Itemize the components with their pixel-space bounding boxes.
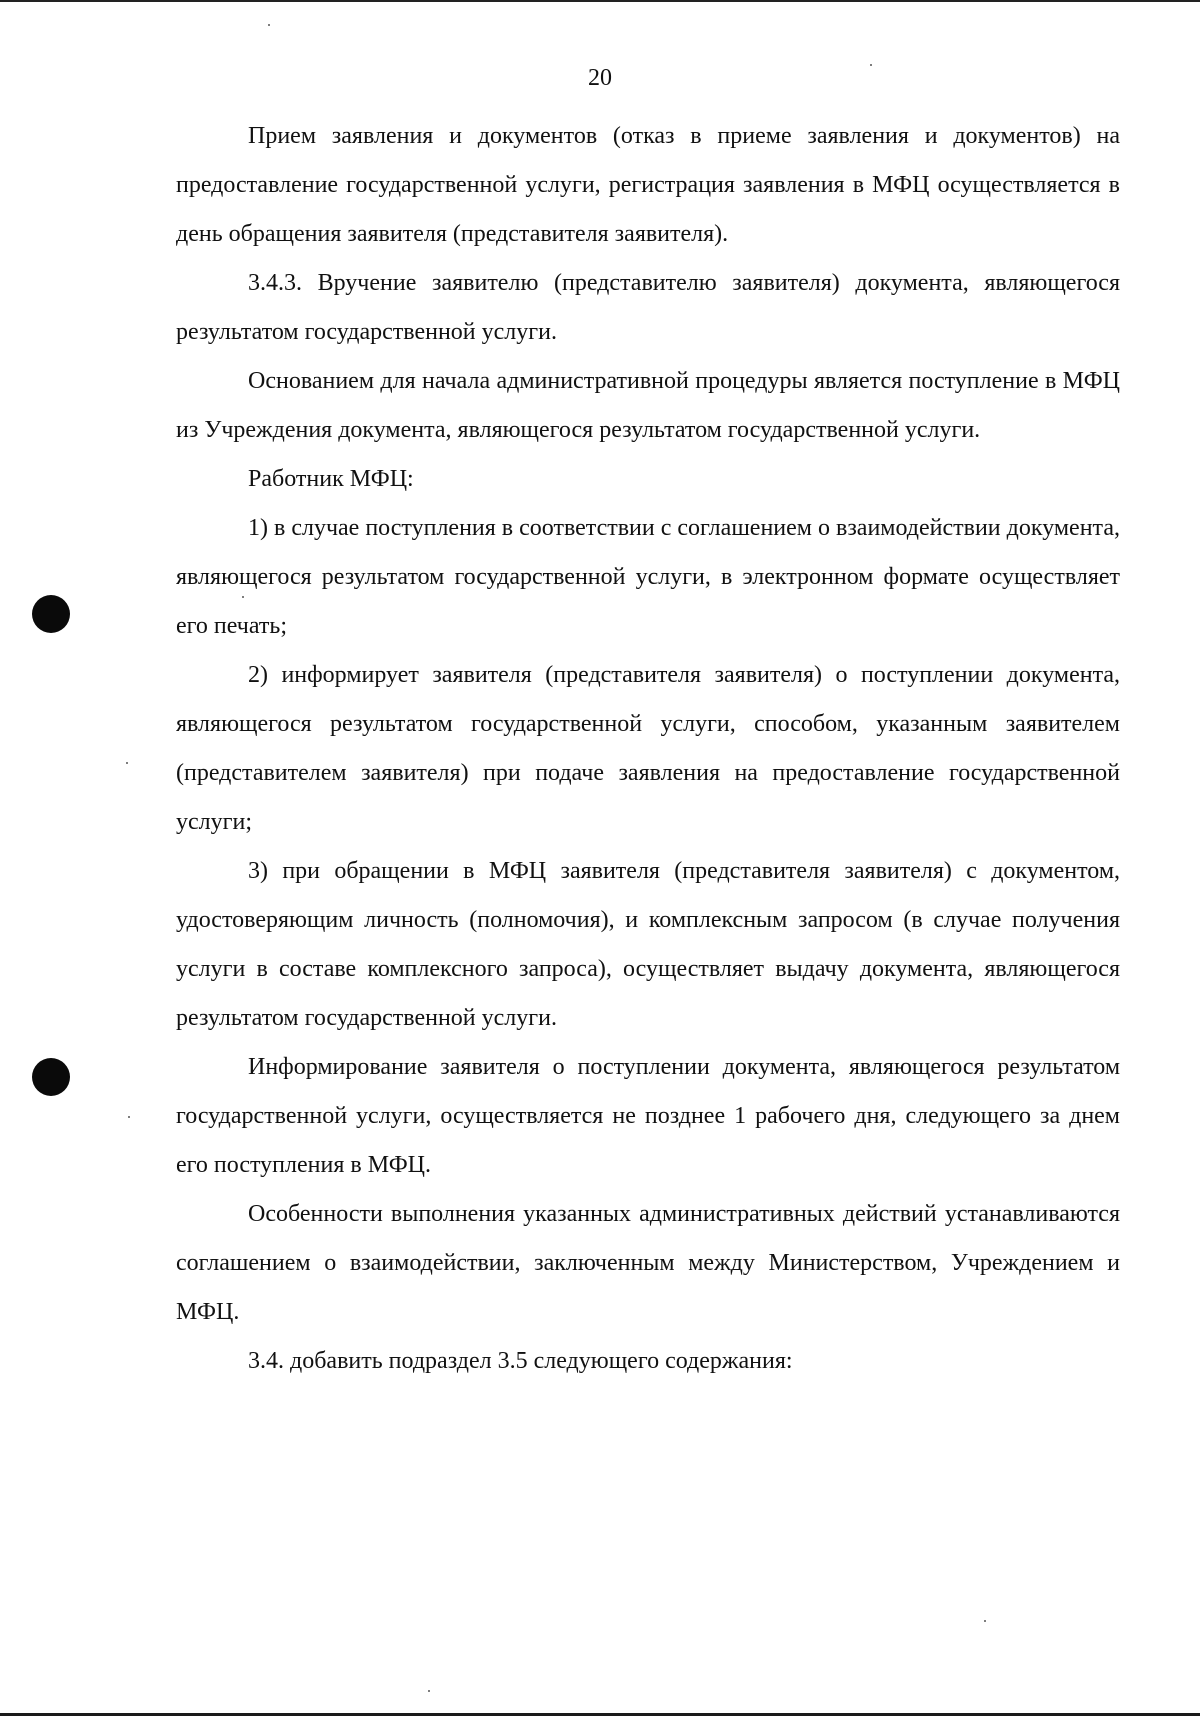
list-item-2-informing: 2) информирует заявителя (представителя заявителя) о поступлении документа, являющегося результатом государственной услуги, способом, указанным заявителем (представителем заявителя) при подаче заявления на предоставление государственной услуги; xyxy=(176,662,1120,835)
list-item-1-printing: 1) в случае поступления в соответствии с соглашением о взаимодействии документа, являющегося результатом государственной услуги, в электронном формате осуществляет его печать; xyxy=(176,515,1120,639)
scan-speck xyxy=(870,64,872,66)
scan-speck xyxy=(126,762,128,764)
scan-speck xyxy=(242,596,244,598)
scan-bottom-edge xyxy=(0,1713,1200,1716)
scan-top-edge xyxy=(0,0,1200,2)
page-number: 20 xyxy=(588,65,612,91)
paragraph-application-intake: Прием заявления и документов (отказ в приеме заявления и документов) на предоставление государственной услуги, регистрация заявления в МФЦ осуществляется в день обращения заявителя (представителя заявителя). xyxy=(176,123,1120,247)
paragraph-agreement-specifics: Особенности выполнения указанных административных действий устанавливаются соглашением о взаимодействии, заключенным между Министерством, Учреждением и МФЦ. xyxy=(176,1201,1120,1325)
paragraph-mfc-worker: Работник МФЦ: xyxy=(248,466,414,492)
paragraph-informing-deadline: Информирование заявителя о поступлении документа, являющегося результатом государственной услуги, осуществляется не позднее 1 рабочего дня, следующего за днем его поступления в МФЦ. xyxy=(176,1054,1120,1178)
scan-speck xyxy=(268,24,270,26)
scan-speck xyxy=(128,1116,130,1118)
paragraph-add-subsection: 3.4. добавить подраздел 3.5 следующего содержания: xyxy=(248,1348,793,1374)
list-item-3-issuance: 3) при обращении в МФЦ заявителя (представителя заявителя) с документом, удостоверяющим личность (полномочия), и комплексным запросом (в случае получения услуги в составе комплексного запроса), осуществляет выдачу документа, являющегося результатом государственной услуги. xyxy=(176,858,1120,1031)
paragraph-procedure-basis: Основанием для начала административной процедуры является поступление в МФЦ из Учреждения документа, являющегося результатом государственной услуги. xyxy=(176,368,1120,443)
scan-speck xyxy=(984,1620,986,1622)
document-body xyxy=(176,112,1120,1386)
punch-hole-mark xyxy=(32,1058,70,1096)
scan-speck xyxy=(428,1690,430,1692)
paragraph-3-4-3-heading: 3.4.3. Вручение заявителю (представителю заявителя) документа, являющегося результатом государственной услуги. xyxy=(176,270,1120,345)
punch-hole-mark xyxy=(32,595,70,633)
